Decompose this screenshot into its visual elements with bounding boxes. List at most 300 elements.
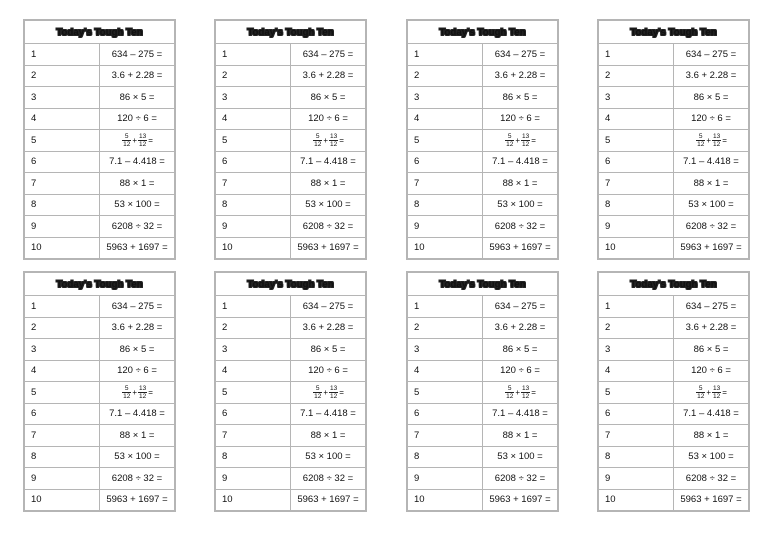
tough-ten-card (406, 19, 559, 260)
problem-expression: 53 × 100 = (291, 194, 366, 216)
problem-row (599, 194, 748, 216)
problem-number: 10 (599, 237, 674, 258)
problem-row (216, 65, 365, 87)
problem-expression: 3.6 + 2.28 = (100, 65, 175, 87)
fraction-b-denominator: 12 (330, 392, 338, 400)
problem-number: 9 (25, 216, 100, 238)
fraction-operator: + (706, 387, 711, 397)
problem-expression: 6208 ÷ 32 = (100, 216, 175, 238)
problem-expression: 53 × 100 = (483, 446, 558, 468)
problem-number: 5 (216, 130, 291, 152)
fraction-b (329, 133, 338, 148)
fraction-b-denominator: 12 (713, 392, 721, 400)
problem-row (408, 403, 557, 425)
problem-expression: 53 × 100 = (100, 194, 175, 216)
problem-row (408, 489, 557, 510)
problem-number: 3 (599, 339, 674, 361)
fraction-equals: = (531, 387, 536, 397)
problem-number: 2 (599, 65, 674, 87)
problem-row (216, 44, 365, 66)
problem-expression: 88 × 1 = (100, 425, 175, 447)
problem-row (408, 194, 557, 216)
fraction-a (122, 133, 131, 148)
problem-expression: 634 – 275 = (483, 296, 558, 318)
tough-ten-card (23, 271, 176, 512)
problem-number: 1 (25, 296, 100, 318)
problem-row (216, 151, 365, 173)
problem-expression: 3.6 + 2.28 = (100, 317, 175, 339)
fraction-b-numerator: 13 (330, 132, 338, 140)
problem-number: 3 (408, 87, 483, 109)
problem-row (408, 151, 557, 173)
problem-number: 3 (408, 339, 483, 361)
problem-row (599, 360, 748, 382)
problem-row (216, 108, 365, 130)
problem-number: 5 (599, 130, 674, 152)
problem-expression: 53 × 100 = (674, 194, 749, 216)
fraction-operator: + (515, 387, 520, 397)
tough-ten-card (214, 19, 367, 260)
fraction-equals: = (339, 387, 344, 397)
problem-row (25, 173, 174, 195)
problem-expression (291, 130, 366, 152)
fraction-b-numerator: 13 (139, 132, 147, 140)
problem-expression: 120 ÷ 6 = (674, 108, 749, 130)
problem-row (408, 237, 557, 258)
problem-expression: 5963 + 1697 = (483, 237, 558, 258)
problem-expression: 88 × 1 = (674, 173, 749, 195)
problem-row (25, 108, 174, 130)
problem-number: 8 (25, 194, 100, 216)
fraction-operator: + (515, 135, 520, 145)
problem-row (216, 382, 365, 404)
problem-number: 8 (599, 194, 674, 216)
fraction-a-numerator: 5 (313, 385, 322, 393)
problem-expression: 3.6 + 2.28 = (291, 317, 366, 339)
fraction-equals: = (722, 135, 727, 145)
problem-expression: 53 × 100 = (100, 446, 175, 468)
problem-number: 9 (216, 216, 291, 238)
problem-number: 8 (216, 446, 291, 468)
fraction-b-denominator: 12 (522, 140, 530, 148)
problem-expression: 5963 + 1697 = (100, 237, 175, 258)
problem-expression: 88 × 1 = (291, 173, 366, 195)
problem-row (599, 489, 748, 510)
problem-number: 4 (25, 108, 100, 130)
fraction-a-denominator: 12 (506, 392, 514, 400)
problem-expression: 6208 ÷ 32 = (483, 468, 558, 490)
problem-row (216, 360, 365, 382)
title-row (25, 273, 174, 296)
problem-number: 4 (599, 360, 674, 382)
fraction-b-denominator: 12 (139, 140, 147, 148)
problem-table (216, 21, 365, 258)
problem-row (25, 489, 174, 510)
problem-expression (674, 382, 749, 404)
fraction-b (329, 385, 338, 400)
card-title: Today's Tough Ten (599, 273, 748, 296)
problem-row (25, 446, 174, 468)
problem-row (599, 108, 748, 130)
problem-row (408, 44, 557, 66)
fraction-a (696, 385, 705, 400)
tough-ten-card (23, 19, 176, 260)
tough-ten-card (597, 271, 750, 512)
problem-number: 6 (25, 151, 100, 173)
problem-table (408, 21, 557, 258)
problem-expression: 7.1 – 4.418 = (483, 151, 558, 173)
problem-row (25, 87, 174, 109)
problem-expression: 634 – 275 = (100, 296, 175, 318)
fraction-a-numerator: 5 (696, 385, 705, 393)
problem-expression: 3.6 + 2.28 = (674, 317, 749, 339)
title-row (408, 273, 557, 296)
problem-number: 1 (599, 296, 674, 318)
problem-expression: 6208 ÷ 32 = (483, 216, 558, 238)
fraction-b-denominator: 12 (139, 392, 147, 400)
problem-expression: 88 × 1 = (100, 173, 175, 195)
problem-row (408, 468, 557, 490)
problem-row (25, 216, 174, 238)
problem-expression: 86 × 5 = (483, 339, 558, 361)
problem-number: 9 (408, 468, 483, 490)
problem-row (216, 237, 365, 258)
problem-number: 8 (408, 446, 483, 468)
problem-number: 4 (216, 108, 291, 130)
problem-number: 6 (599, 403, 674, 425)
problem-expression: 120 ÷ 6 = (291, 360, 366, 382)
problem-table (599, 21, 748, 258)
problem-expression: 86 × 5 = (291, 87, 366, 109)
problem-number: 4 (408, 108, 483, 130)
problem-number: 7 (216, 173, 291, 195)
problem-expression: 3.6 + 2.28 = (483, 65, 558, 87)
problem-number: 2 (216, 65, 291, 87)
problem-expression: 53 × 100 = (483, 194, 558, 216)
problem-number: 1 (216, 296, 291, 318)
tough-ten-card (597, 19, 750, 260)
fraction-operator: + (706, 135, 711, 145)
fraction-a-denominator: 12 (123, 392, 131, 400)
problem-number: 4 (408, 360, 483, 382)
problem-expression (100, 130, 175, 152)
problem-row (25, 317, 174, 339)
problem-expression: 86 × 5 = (100, 339, 175, 361)
problem-expression (483, 130, 558, 152)
problem-row (599, 403, 748, 425)
fraction-a (313, 133, 322, 148)
problem-row (25, 403, 174, 425)
problem-row (216, 489, 365, 510)
problem-expression: 6208 ÷ 32 = (291, 468, 366, 490)
problem-row (216, 194, 365, 216)
card-title: Today's Tough Ten (408, 21, 557, 44)
fraction-a-denominator: 12 (697, 140, 705, 148)
problem-row (25, 151, 174, 173)
problem-row (25, 296, 174, 318)
card-title: Today's Tough Ten (25, 273, 174, 296)
problem-expression: 5963 + 1697 = (100, 489, 175, 510)
problem-expression: 634 – 275 = (291, 296, 366, 318)
problem-row (216, 296, 365, 318)
problem-row (25, 468, 174, 490)
problem-row (599, 317, 748, 339)
fraction-b-numerator: 13 (522, 132, 530, 140)
problem-number: 1 (599, 44, 674, 66)
fraction-a (505, 385, 514, 400)
problem-row (25, 65, 174, 87)
problem-row (408, 173, 557, 195)
problem-number: 7 (408, 425, 483, 447)
fraction-a-numerator: 5 (122, 133, 131, 141)
fraction-operator: + (323, 387, 328, 397)
problem-number: 2 (408, 317, 483, 339)
problem-number: 2 (25, 317, 100, 339)
problem-table (216, 273, 365, 510)
problem-row (408, 317, 557, 339)
problem-expression: 7.1 – 4.418 = (674, 403, 749, 425)
fraction-a-denominator: 12 (314, 140, 322, 148)
title-row (599, 21, 748, 44)
problem-table (25, 273, 174, 510)
problem-expression (674, 130, 749, 152)
fraction-a-denominator: 12 (697, 392, 705, 400)
problem-expression: 7.1 – 4.418 = (291, 403, 366, 425)
fraction-b-numerator: 13 (139, 384, 147, 392)
problem-expression: 5963 + 1697 = (291, 237, 366, 258)
problem-expression: 634 – 275 = (100, 44, 175, 66)
problem-row (216, 403, 365, 425)
problem-row (408, 87, 557, 109)
problem-number: 7 (25, 425, 100, 447)
fraction-operator: + (132, 387, 137, 397)
problem-row (599, 425, 748, 447)
problem-number: 9 (599, 468, 674, 490)
problem-number: 5 (25, 382, 100, 404)
problem-number: 7 (408, 173, 483, 195)
problem-row (408, 446, 557, 468)
problem-expression: 88 × 1 = (674, 425, 749, 447)
problem-number: 6 (408, 403, 483, 425)
problem-number: 3 (216, 87, 291, 109)
problem-number: 9 (216, 468, 291, 490)
problem-expression: 120 ÷ 6 = (100, 108, 175, 130)
fraction-a (696, 133, 705, 148)
problem-row (25, 339, 174, 361)
problem-expression: 3.6 + 2.28 = (291, 65, 366, 87)
problem-number: 7 (25, 173, 100, 195)
problem-expression: 7.1 – 4.418 = (291, 151, 366, 173)
tough-ten-card (406, 271, 559, 512)
problem-number: 6 (599, 151, 674, 173)
problem-row (216, 446, 365, 468)
problem-number: 9 (599, 216, 674, 238)
problem-number: 7 (216, 425, 291, 447)
problem-expression: 86 × 5 = (483, 87, 558, 109)
problem-table (408, 273, 557, 510)
problem-row (599, 446, 748, 468)
fraction-b-numerator: 13 (522, 384, 530, 392)
title-row (408, 21, 557, 44)
fraction-b-denominator: 12 (713, 140, 721, 148)
fraction-b (712, 133, 721, 148)
problem-number: 10 (25, 489, 100, 510)
problem-number: 1 (25, 44, 100, 66)
fraction-a-numerator: 5 (505, 133, 514, 141)
problem-expression: 7.1 – 4.418 = (100, 151, 175, 173)
problem-number: 8 (25, 446, 100, 468)
problem-row (599, 65, 748, 87)
fraction-a-denominator: 12 (314, 392, 322, 400)
fraction-a (505, 133, 514, 148)
fraction-b-numerator: 13 (330, 384, 338, 392)
card-title: Today's Tough Ten (599, 21, 748, 44)
problem-number: 5 (216, 382, 291, 404)
problem-number: 3 (599, 87, 674, 109)
problem-expression: 86 × 5 = (291, 339, 366, 361)
problem-row (599, 339, 748, 361)
problem-expression: 7.1 – 4.418 = (674, 151, 749, 173)
fraction-b-numerator: 13 (713, 384, 721, 392)
problem-row (408, 339, 557, 361)
problem-number: 10 (408, 489, 483, 510)
problem-number: 8 (599, 446, 674, 468)
problem-number: 6 (408, 151, 483, 173)
problem-row (25, 194, 174, 216)
problem-table (599, 273, 748, 510)
problem-table (25, 21, 174, 258)
problem-row (216, 173, 365, 195)
problem-row (216, 468, 365, 490)
fraction-b (521, 133, 530, 148)
fraction-operator: + (323, 135, 328, 145)
problem-number: 10 (25, 237, 100, 258)
fraction-a-denominator: 12 (123, 140, 131, 148)
fraction-a-numerator: 5 (313, 133, 322, 141)
problem-expression: 5963 + 1697 = (674, 489, 749, 510)
problem-row (408, 425, 557, 447)
problem-number: 10 (599, 489, 674, 510)
problem-row (25, 237, 174, 258)
card-title: Today's Tough Ten (25, 21, 174, 44)
fraction-a-numerator: 5 (122, 385, 131, 393)
problem-expression: 634 – 275 = (483, 44, 558, 66)
problem-expression: 6208 ÷ 32 = (674, 216, 749, 238)
problem-expression: 3.6 + 2.28 = (483, 317, 558, 339)
problem-row (408, 296, 557, 318)
problem-expression: 634 – 275 = (291, 44, 366, 66)
problem-number: 6 (25, 403, 100, 425)
problem-expression: 6208 ÷ 32 = (674, 468, 749, 490)
problem-expression (483, 382, 558, 404)
problem-row (599, 130, 748, 152)
tough-ten-card (214, 271, 367, 512)
problem-row (599, 151, 748, 173)
fraction-operator: + (132, 135, 137, 145)
problem-number: 5 (599, 382, 674, 404)
problem-expression: 634 – 275 = (674, 296, 749, 318)
problem-number: 10 (408, 237, 483, 258)
problem-number: 1 (408, 44, 483, 66)
problem-row (216, 87, 365, 109)
problem-number: 10 (216, 489, 291, 510)
card-title: Today's Tough Ten (216, 273, 365, 296)
problem-expression: 120 ÷ 6 = (100, 360, 175, 382)
problem-expression: 86 × 5 = (674, 87, 749, 109)
fraction-a-denominator: 12 (506, 140, 514, 148)
title-row (599, 273, 748, 296)
problem-row (599, 382, 748, 404)
problem-row (408, 65, 557, 87)
problem-expression: 88 × 1 = (291, 425, 366, 447)
fraction-equals: = (148, 135, 153, 145)
problem-number: 2 (216, 317, 291, 339)
problem-number: 1 (216, 44, 291, 66)
problem-expression: 120 ÷ 6 = (291, 108, 366, 130)
title-row (25, 21, 174, 44)
problem-row (599, 296, 748, 318)
problem-row (408, 382, 557, 404)
problem-row (408, 108, 557, 130)
card-title: Today's Tough Ten (216, 21, 365, 44)
problem-number: 4 (216, 360, 291, 382)
problem-row (25, 130, 174, 152)
fraction-a-numerator: 5 (505, 385, 514, 393)
problem-number: 2 (599, 317, 674, 339)
problem-number: 2 (408, 65, 483, 87)
fraction-b-denominator: 12 (330, 140, 338, 148)
problem-number: 3 (25, 87, 100, 109)
problem-expression: 634 – 275 = (674, 44, 749, 66)
problem-expression: 120 ÷ 6 = (674, 360, 749, 382)
problem-row (216, 130, 365, 152)
problem-number: 5 (25, 130, 100, 152)
problem-row (599, 87, 748, 109)
problem-number: 6 (216, 403, 291, 425)
problem-number: 8 (216, 194, 291, 216)
problem-number: 1 (408, 296, 483, 318)
fraction-a (122, 385, 131, 400)
fraction-equals: = (531, 135, 536, 145)
fraction-a-numerator: 5 (696, 133, 705, 141)
title-row (216, 273, 365, 296)
card-title: Today's Tough Ten (408, 273, 557, 296)
problem-number: 4 (25, 360, 100, 382)
fraction-b (138, 133, 147, 148)
problem-number: 5 (408, 382, 483, 404)
problem-expression: 6208 ÷ 32 = (100, 468, 175, 490)
problem-expression: 120 ÷ 6 = (483, 108, 558, 130)
problem-number: 2 (25, 65, 100, 87)
problem-number: 9 (408, 216, 483, 238)
fraction-a (313, 385, 322, 400)
fraction-equals: = (339, 135, 344, 145)
fraction-b (712, 385, 721, 400)
problem-expression: 86 × 5 = (674, 339, 749, 361)
fraction-b-denominator: 12 (522, 392, 530, 400)
problem-number: 6 (216, 151, 291, 173)
problem-expression: 3.6 + 2.28 = (674, 65, 749, 87)
problem-row (216, 216, 365, 238)
problem-number: 3 (216, 339, 291, 361)
problem-number: 3 (25, 339, 100, 361)
problem-row (599, 237, 748, 258)
problem-row (25, 360, 174, 382)
problem-number: 9 (25, 468, 100, 490)
problem-expression: 7.1 – 4.418 = (483, 403, 558, 425)
problem-row (216, 317, 365, 339)
problem-expression: 86 × 5 = (100, 87, 175, 109)
